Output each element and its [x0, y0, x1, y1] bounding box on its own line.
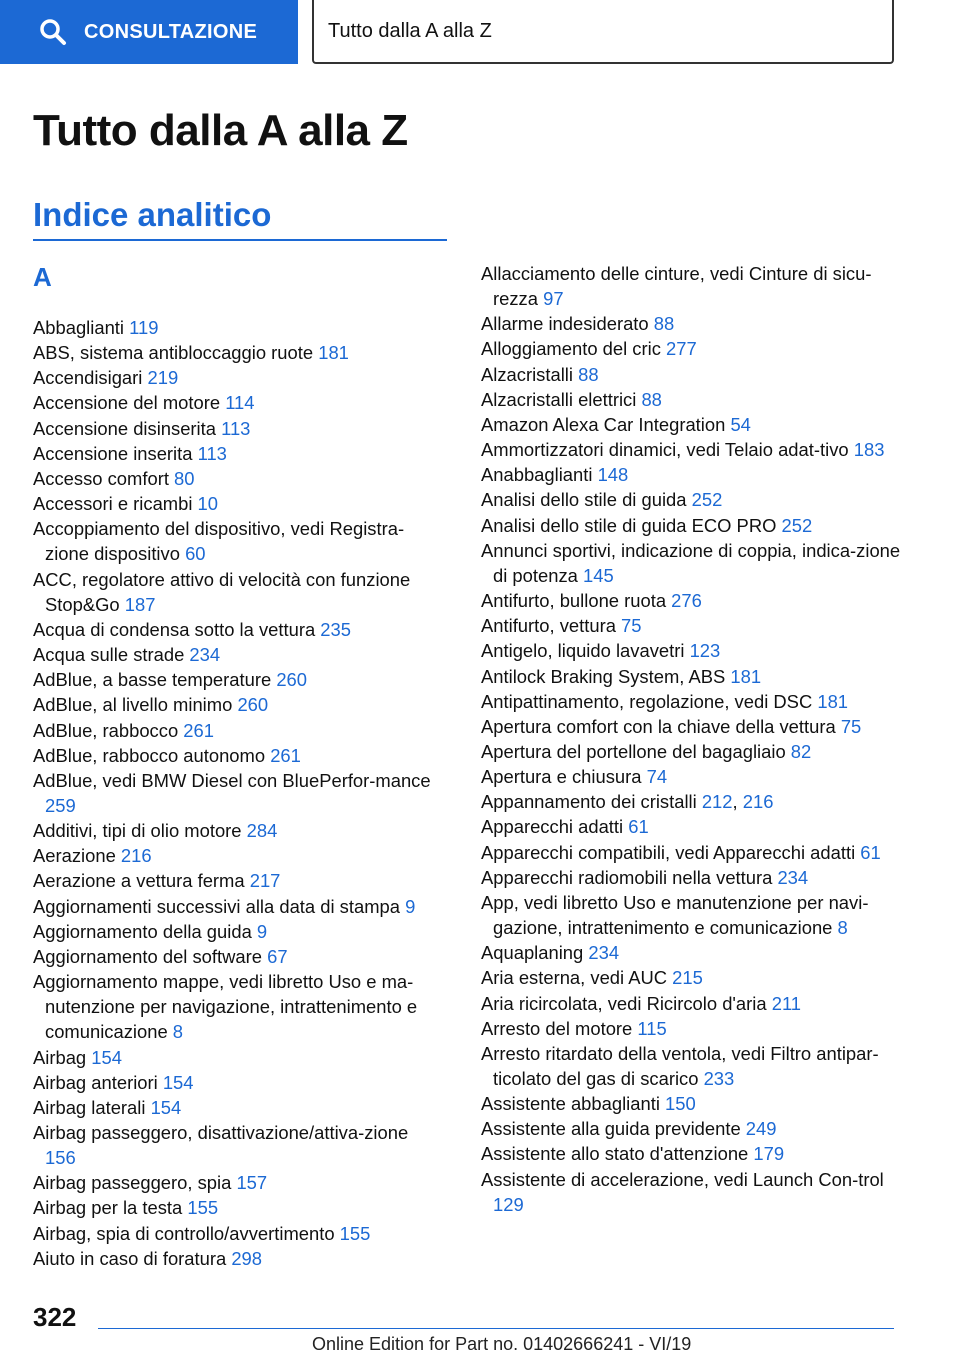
index-entry-text: Arresto del motore — [481, 1017, 638, 1039]
index-entry — [481, 462, 901, 487]
page-link[interactable]: 54 — [730, 413, 751, 435]
index-column-right — [481, 261, 901, 1217]
index-entry-text: Antipattinamento, regolazione, vedi DSC — [481, 690, 818, 712]
index-entry — [33, 718, 443, 743]
index-entry — [481, 1141, 901, 1166]
index-entry-text: Airbag, spia di controllo/avvertimento — [33, 1222, 340, 1244]
page-link[interactable]: 113 — [221, 417, 251, 439]
page-separator: , — [732, 791, 743, 813]
index-entry — [33, 894, 443, 919]
index-entry — [481, 412, 901, 437]
index-entry — [33, 1070, 443, 1095]
page-link[interactable]: 235 — [320, 618, 351, 640]
footer-edition-text: Online Edition for Part no. 01402666241 - VI/19 — [312, 1334, 692, 1354]
index-entry-text: Assistente abbaglianti — [481, 1093, 666, 1115]
index-entry — [33, 1170, 443, 1195]
index-entry-text: Airbag laterali — [33, 1096, 151, 1118]
index-entry — [33, 818, 443, 843]
page-link[interactable]: 155 — [187, 1197, 219, 1219]
page-link[interactable]: 150 — [665, 1093, 696, 1115]
index-entry-text: Abbaglianti — [33, 317, 130, 338]
index-entry-text: Accoppiamento del dispositivo, vedi Registra-zione dispositivo — [33, 518, 405, 565]
page-link[interactable]: 154 — [162, 1071, 194, 1093]
page-link[interactable]: 115 — [637, 1017, 667, 1039]
page-link[interactable]: 234 — [189, 644, 221, 666]
index-entry — [33, 1045, 443, 1070]
page-link[interactable]: 88 — [653, 313, 675, 335]
index-entry-text: Airbag — [33, 1046, 92, 1068]
index-entry-text: Allarme indesiderato — [481, 313, 654, 335]
page-link[interactable]: 277 — [666, 338, 697, 360]
page-link[interactable]: 156 — [45, 1147, 76, 1169]
index-entry-text: Antifurto, vettura — [481, 615, 622, 637]
index-entry — [33, 692, 443, 717]
index-entry-text: AdBlue, rabbocco — [33, 719, 184, 741]
index-entry-text: Antifurto, bullone ruota — [481, 590, 672, 612]
index-entry-text: AdBlue, rabbocco autonomo — [33, 744, 271, 766]
page-link[interactable]: 217 — [249, 870, 281, 892]
page-link[interactable]: 212 — [701, 791, 733, 813]
page-link[interactable]: 113 — [197, 442, 227, 464]
index-entry-text: Apparecchi radiomobili nella vettura — [481, 866, 778, 888]
page-link[interactable]: 249 — [745, 1118, 777, 1140]
index-entry — [481, 1091, 901, 1116]
index-entry-text: Assistente alla guida previdente — [481, 1118, 746, 1140]
page-link[interactable]: 129 — [493, 1193, 524, 1215]
page-link[interactable]: 8 — [837, 917, 848, 939]
page-link[interactable]: 75 — [621, 615, 642, 637]
index-entry-text: Apertura del portellone del bagagliaio — [481, 740, 791, 762]
index-entry — [481, 638, 901, 663]
index-entry-text: Apparecchi compatibili, vedi Apparecchi adatti — [481, 841, 861, 863]
index-entry — [481, 538, 901, 588]
index-entry-text: Alloggiamento del cric — [481, 338, 667, 360]
page-link[interactable]: 119 — [129, 317, 159, 338]
index-entry — [481, 437, 901, 462]
index-entry-text: Aggiornamento mappe, vedi libretto Uso e ma-nutenzione per navigazione, intrattenimento e comunicazione — [33, 971, 418, 1043]
page-link[interactable]: 157 — [236, 1172, 268, 1194]
page-link[interactable]: 61 — [860, 841, 881, 863]
index-entry — [33, 944, 443, 969]
page-link[interactable]: 82 — [790, 740, 812, 762]
page-link[interactable]: 148 — [597, 464, 629, 486]
breadcrumb[interactable] — [312, 0, 894, 64]
page-link[interactable]: 145 — [582, 564, 614, 586]
index-entry — [481, 789, 901, 814]
index-entry — [33, 365, 443, 390]
index-entry — [33, 919, 443, 944]
index-entry — [481, 387, 901, 412]
index-entry-text: Analisi dello stile di guida — [481, 489, 692, 511]
index-column-left — [33, 315, 443, 1271]
page-link[interactable]: 260 — [276, 669, 307, 691]
index-entry — [481, 865, 901, 890]
index-entry-text: Annunci sportivi, indicazione di coppia, indica-zione di potenza — [481, 539, 901, 586]
index-entry — [481, 513, 901, 538]
index-entry-text: Aerazione a vettura ferma — [33, 870, 250, 892]
index-entry-text: App, vedi libretto Uso e manutenzione per navi-gazione, intrattenimento e comunicazione — [481, 891, 869, 939]
page-link[interactable]: 216 — [120, 845, 152, 867]
index-entry-text: Additivi, tipi di olio motore — [33, 820, 247, 842]
index-entry-text: Apertura e chiusura — [481, 766, 647, 788]
page-link[interactable]: 8 — [172, 1021, 184, 1043]
index-entry-text: Assistente allo stato d'attenzione — [481, 1143, 754, 1165]
page-link[interactable]: 181 — [730, 665, 762, 687]
index-entry — [33, 441, 443, 466]
index-entry-text: Accensione del motore — [33, 392, 226, 414]
index-entry — [33, 667, 443, 692]
index-entry-text: Airbag per la testa — [33, 1197, 188, 1219]
index-entry-text: Analisi dello stile di guida ECO PRO — [481, 514, 782, 536]
index-entry-text: Allacciamento delle cinture, vedi Cinture di sicu-rezza — [481, 263, 872, 310]
index-entry-text: Aggiornamento della guida — [33, 920, 257, 942]
index-entry-text: Antilock Braking System, ABS — [481, 665, 731, 687]
page-link[interactable]: 123 — [689, 640, 721, 662]
page-link[interactable]: 179 — [753, 1143, 785, 1165]
index-entry — [481, 1167, 901, 1217]
consultazione-tab[interactable] — [0, 0, 298, 64]
index-entry — [33, 1120, 443, 1170]
index-entry-text: Assistente di accelerazione, vedi Launch Con-trol — [481, 1168, 884, 1190]
page-link[interactable]: 298 — [231, 1247, 263, 1269]
index-entry — [33, 466, 443, 491]
page-link[interactable]: 80 — [174, 467, 195, 489]
page-number: 322 — [33, 1302, 77, 1332]
index-entry-text: AdBlue, a basse temperature — [33, 669, 277, 691]
index-entry-text: Aquaplaning — [481, 942, 589, 964]
page-link[interactable]: 219 — [147, 367, 179, 389]
index-entry-text: Aggiornamenti successivi alla data di stampa — [33, 895, 406, 917]
index-entry — [481, 890, 901, 940]
index-entry — [33, 516, 443, 566]
index-entry-text: Accensione inserita — [33, 442, 198, 464]
index-entry — [481, 311, 901, 336]
page-link[interactable]: 67 — [267, 945, 288, 967]
index-entry — [481, 664, 901, 689]
page-link[interactable]: 183 — [853, 439, 885, 461]
page-link[interactable]: 260 — [237, 694, 269, 716]
page-link[interactable]: 234 — [777, 866, 809, 888]
index-entry — [481, 689, 901, 714]
index-entry — [33, 1195, 443, 1220]
index-entry — [33, 315, 443, 340]
index-entry-text: ABS, sistema antibloccaggio ruote — [33, 342, 319, 364]
section-divider — [33, 239, 447, 241]
page-title: Tutto dalla A alla Z — [33, 106, 408, 155]
index-entry — [481, 1016, 901, 1041]
page-link[interactable]: 97 — [543, 288, 564, 310]
index-entry — [33, 1095, 443, 1120]
page-link[interactable]: 233 — [703, 1068, 735, 1089]
page-link[interactable]: 261 — [270, 744, 301, 766]
index-entry — [481, 588, 901, 613]
page-link[interactable]: 75 — [840, 715, 862, 737]
index-entry-text: Aggiornamento del software — [33, 945, 268, 967]
index-entry — [33, 969, 443, 1044]
index-entry-text: Ammortizzatori dinamici, vedi Telaio adat-tivo — [481, 439, 854, 461]
index-entry — [481, 764, 901, 789]
index-entry-text: Accendisigari — [33, 367, 148, 389]
index-entry — [481, 940, 901, 965]
index-entry — [481, 613, 901, 638]
index-entry-text: ACC, regolatore attivo di velocità con funzione Stop&Go — [33, 568, 411, 615]
index-entry-text: Apertura comfort con la chiave della vettura — [481, 715, 841, 737]
page-link[interactable]: 74 — [646, 766, 668, 788]
index-entry — [481, 261, 901, 311]
index-entry-text: Alzacristalli elettrici — [481, 388, 642, 410]
breadcrumb-text: Tutto dalla A alla Z — [328, 19, 492, 42]
index-entry — [33, 416, 443, 441]
index-entry — [33, 743, 443, 768]
index-entry — [481, 714, 901, 739]
index-entry — [481, 840, 901, 865]
index-entry — [33, 868, 443, 893]
page-link[interactable]: 60 — [185, 543, 206, 565]
index-entry-text: Airbag anteriori — [33, 1071, 163, 1093]
index-entry-text: Alzacristalli — [481, 363, 579, 385]
page-link[interactable]: 276 — [671, 590, 702, 612]
index-entry — [33, 768, 443, 818]
index-entry — [481, 814, 901, 839]
page-link[interactable]: 252 — [781, 514, 813, 536]
index-entry — [481, 362, 901, 387]
page-link[interactable]: 211 — [771, 992, 802, 1014]
page-link[interactable]: 181 — [817, 690, 849, 712]
page-link[interactable]: 284 — [246, 820, 278, 842]
index-entry-text: Apparecchi adatti — [481, 816, 629, 838]
index-entry — [33, 390, 443, 415]
index-entry — [33, 567, 443, 617]
index-entry-text: Anabbaglianti — [481, 464, 598, 486]
footer-divider — [98, 1328, 894, 1329]
page-link[interactable]: 61 — [628, 816, 649, 838]
index-entry-text: AdBlue, vedi BMW Diesel con BluePerfor-mance — [33, 769, 431, 791]
index-entry — [481, 487, 901, 512]
index-entry — [33, 642, 443, 667]
page-link[interactable]: 88 — [641, 388, 662, 410]
page-link[interactable]: 114 — [225, 392, 255, 414]
index-entry-text: Accesso comfort — [33, 467, 175, 489]
page-link[interactable]: 259 — [45, 794, 76, 816]
index-entry — [33, 340, 443, 365]
index-entry — [481, 739, 901, 764]
search-icon — [38, 17, 68, 47]
page-link[interactable]: 215 — [672, 967, 703, 989]
page-link[interactable]: 88 — [578, 363, 599, 385]
page-link[interactable]: 187 — [124, 593, 156, 615]
page-link[interactable]: 154 — [150, 1096, 182, 1118]
page-link[interactable]: 181 — [318, 342, 349, 364]
page-link[interactable]: 216 — [742, 791, 774, 813]
page-link[interactable]: 234 — [588, 942, 620, 964]
index-entry-text: Aerazione — [33, 845, 121, 867]
page-link[interactable]: 9 — [256, 920, 268, 942]
page-link[interactable]: 10 — [197, 493, 219, 515]
consultazione-tab-label: CONSULTAZIONE — [84, 20, 258, 43]
index-entry-text: Appannamento dei cristalli — [481, 791, 702, 813]
index-entry — [481, 991, 901, 1016]
index-entry — [481, 1116, 901, 1141]
index-entry — [481, 336, 901, 361]
top-navigation — [0, 0, 960, 66]
index-entry-text: Aria ricircolata, vedi Ricircolo d'aria — [481, 992, 772, 1014]
index-entry-text: Accensione disinserita — [33, 417, 222, 439]
page-link[interactable]: 9 — [405, 895, 416, 917]
index-entry-text: Airbag passeggero, spia — [33, 1172, 237, 1194]
index-entry — [33, 1221, 443, 1246]
index-entry-text: Aiuto in caso di foratura — [33, 1247, 232, 1269]
section-title: Indice analitico — [33, 196, 272, 233]
index-entry-text: Arresto ritardato della ventola, vedi Filtro antipar-ticolato del gas di scarico — [481, 1042, 879, 1089]
index-entry — [33, 617, 443, 642]
index-entry-text: AdBlue, al livello minimo — [33, 694, 238, 716]
index-letter-heading: A — [33, 262, 52, 292]
index-entry-text: Acqua sulle strade — [33, 644, 190, 666]
index-entry-text: Amazon Alexa Car Integration — [481, 413, 731, 435]
index-entry-text: Accessori e ricambi — [33, 493, 198, 515]
index-entry — [481, 1041, 901, 1091]
page-link[interactable]: 154 — [91, 1046, 122, 1068]
page-link[interactable]: 261 — [183, 719, 214, 741]
index-entry — [33, 843, 443, 868]
page-link[interactable]: 155 — [339, 1222, 371, 1244]
index-entry — [481, 965, 901, 990]
index-entry-text: Airbag passeggero, disattivazione/attiva-zione — [33, 1122, 409, 1143]
index-entry-text: Aria esterna, vedi AUC — [481, 967, 673, 989]
index-entry — [33, 1246, 443, 1271]
index-entry — [33, 491, 443, 516]
page-link[interactable]: 252 — [691, 489, 723, 511]
index-entry-text: Acqua di condensa sotto la vettura — [33, 618, 321, 640]
index-entry-text: Antigelo, liquido lavavetri — [481, 640, 690, 662]
